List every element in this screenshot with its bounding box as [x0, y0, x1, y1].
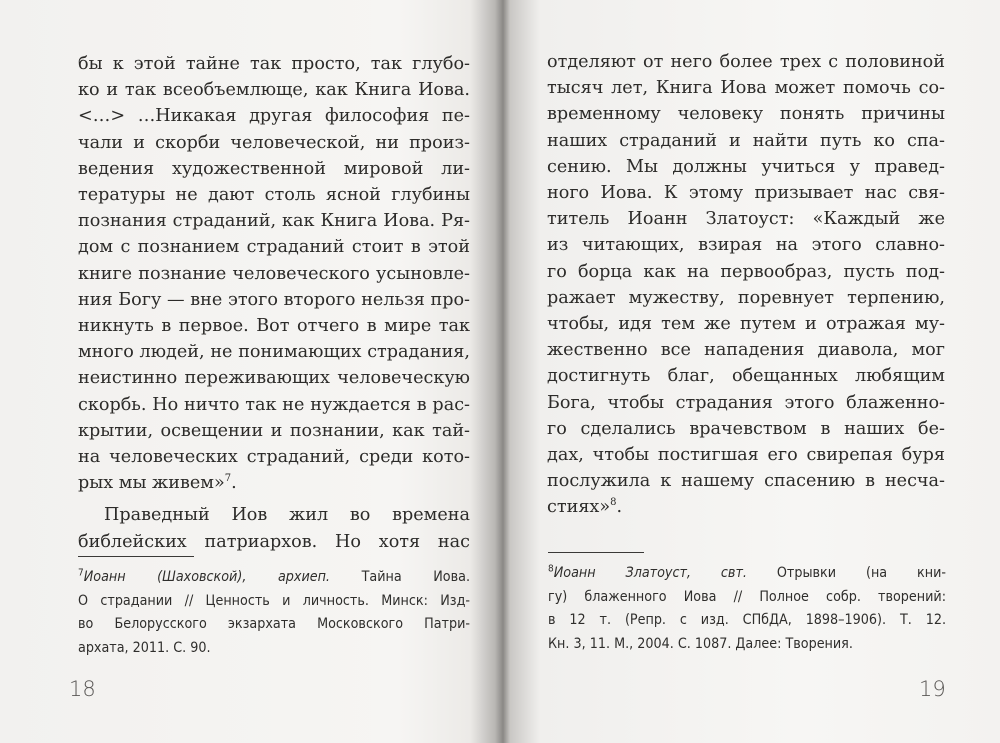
text-line-content: стиях»: [547, 497, 611, 518]
text-line: го сделались врачевством в наших бе-: [547, 418, 945, 439]
text-line: ражает мужеству, поревнует терпению,: [547, 287, 945, 308]
text-line: стиях»$^8$.: [547, 497, 623, 518]
text-line: неистинно переживающих человеческую: [78, 368, 470, 389]
text-line: послужила к нашему спасению в несча-: [547, 471, 945, 492]
text-line: временному человеку понять причины: [547, 104, 945, 125]
text-line: ведения художественной мировой ли-: [78, 158, 470, 179]
footnote-marker: 8: [548, 563, 554, 575]
footnote-title: Отрывки (на кни-: [776, 565, 946, 581]
text-line: на человеческих страданий, среди кото-: [78, 447, 470, 468]
text-line: чали и скорби человеческой, ни произ-: [78, 132, 470, 153]
text-line: никнуть в первое. Вот отчего в мире так: [78, 316, 470, 337]
footnote-separator: [548, 552, 644, 553]
footnote-line: О страдании // Ценность и личность. Минск: Изд-: [78, 592, 470, 609]
text-line: тысяч лет, Книга Иова может помочь со-: [547, 78, 945, 99]
footnote-reference-8[interactable]: 8: [610, 497, 617, 509]
footnote-reference-7[interactable]: 7: [224, 473, 232, 485]
left-body-text: [78, 51, 470, 555]
text-line: достигнуть благ, обещанных любящим: [547, 366, 945, 387]
text-line: из читающих, взирая на этого славно-: [547, 235, 945, 256]
right-body-text: [547, 49, 945, 521]
text-line: дах, чтобы постигшая его свирепая буря: [547, 445, 945, 466]
text-line: книге познание человеческого усыновле-: [78, 263, 470, 284]
footnote-line: гу) блаженного Иова // Полное собр. творений:: [548, 588, 946, 605]
footnote-separator: [78, 556, 194, 557]
right-page: [505, 0, 1000, 743]
text-line: ния Богу — вне этого второго нельзя про-: [78, 289, 470, 310]
text-line: ко и так всеобъемлюще, как Книга Иова.: [78, 80, 470, 101]
footnote-8: [548, 562, 946, 656]
footnote-author: Иоанн Златоуст, свт.: [553, 565, 747, 581]
text-line: сению. Мы должны учиться у правед-: [547, 156, 945, 177]
footnote-author: Иоанн (Шаховской), архиеп.: [83, 569, 330, 585]
text-line: познания страданий, как Книга Иова. Ря-: [78, 211, 470, 232]
text-line-content: рых мы живем»: [78, 473, 225, 494]
text-line: жественно все нападения диавола, мог: [547, 340, 945, 361]
text-line: крытии, освещении и познании, как тай-: [78, 420, 470, 441]
text-line: наших страданий и найти путь ко спа-: [547, 130, 945, 151]
text-line: Бога, чтобы страдания этого блаженно-: [547, 392, 945, 413]
footnote-line: в 12 т. (Репр. с изд. СПбДА, 1898–1906). Т. 12.: [548, 612, 946, 629]
text-line: го борца как на первообраз, пусть под-: [547, 261, 945, 282]
text-line: рых мы живем»$^7$.: [78, 473, 237, 494]
left-page: [0, 0, 495, 743]
text-line: ного Иова. К этому призывает нас свя-: [547, 183, 945, 204]
page-number-left: 18: [69, 677, 96, 701]
footnote-line: Кн. 3, 11. М., 2004. С. 1087. Далее: Творения.: [548, 635, 853, 652]
page-number-right: 19: [919, 677, 946, 701]
text-line: скорбь. Но ничто так не нуждается в рас-: [78, 394, 470, 415]
footnote-title: Тайна Иова.: [361, 569, 470, 585]
paragraph-first-line: Праведный Иов жил во времена: [104, 505, 470, 526]
text-line: отделяют от него более трех с половиной: [547, 52, 945, 72]
text-line: дом с познанием страданий стоит в этой: [78, 237, 470, 258]
text-line: <…> …Никакая другая философия пе-: [78, 106, 470, 127]
text-line: тературы не дают столь ясной глубины: [78, 185, 470, 206]
text-line: чтобы, идя тем же путем и отражая му-: [547, 314, 945, 335]
footnote-first-line: [78, 566, 470, 590]
text-line: бы к этой тайне так просто, так глубо-: [78, 54, 470, 74]
footnote-line: архата, 2011. С. 90.: [78, 639, 211, 656]
footnote-marker: 7: [78, 567, 84, 579]
footnote-7: [78, 566, 470, 660]
text-line: титель Иоанн Златоуст: «Каждый же: [547, 209, 945, 230]
footnote-first-line: [548, 562, 946, 586]
text-line: много людей, не понимающих страдания,: [78, 342, 470, 363]
text-line: библейских патриархов. Но хотя нас: [78, 531, 470, 552]
footnote-line: во Белорусского экзархата Московского Патри-: [78, 616, 470, 633]
